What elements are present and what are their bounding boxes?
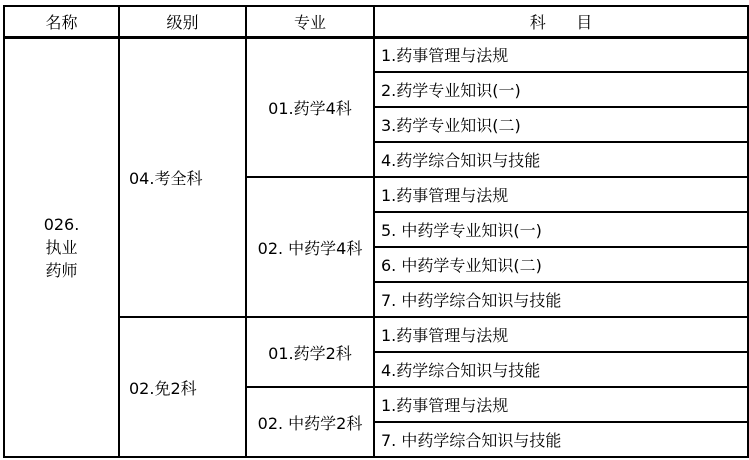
name-line-zhiye: 执业 bbox=[45, 237, 78, 257]
subject-cell: 4.药学综合知识与技能 bbox=[374, 142, 748, 177]
subject-cell: 1.药事管理与法规 bbox=[374, 177, 748, 212]
exam-subjects-table bbox=[3, 5, 749, 458]
level-cell-exempt-2: 02.免2科 bbox=[119, 317, 246, 457]
subject-cell: 1.药事管理与法规 bbox=[374, 317, 748, 352]
name-cell-pharmacist bbox=[4, 37, 119, 457]
subject-cell: 4.药学综合知识与技能 bbox=[374, 352, 748, 387]
col-header-major: 专业 bbox=[246, 6, 374, 37]
major-cell-pharmacy-2: 01.药学2科 bbox=[246, 317, 374, 387]
major-cell-pharmacy-4: 01.药学4科 bbox=[246, 37, 374, 177]
subject-cell: 5. 中药学专业知识(一) bbox=[374, 212, 748, 247]
subject-cell: 1.药事管理与法规 bbox=[374, 387, 748, 422]
col-header-subject: 科 目 bbox=[374, 6, 748, 37]
table-row bbox=[4, 37, 748, 72]
subject-cell: 6. 中药学专业知识(二) bbox=[374, 247, 748, 282]
major-cell-tcm-pharmacy-2: 02. 中药学2科 bbox=[246, 387, 374, 457]
name-line-code: 026. bbox=[43, 214, 80, 234]
major-cell-tcm-pharmacy-4: 02. 中药学4科 bbox=[246, 177, 374, 317]
subject-cell: 1.药事管理与法规 bbox=[374, 37, 748, 72]
col-header-name: 名称 bbox=[4, 6, 119, 37]
subject-cell: 7. 中药学综合知识与技能 bbox=[374, 282, 748, 317]
level-cell-full-exam: 04.考全科 bbox=[119, 37, 246, 317]
subject-cell: 7. 中药学综合知识与技能 bbox=[374, 422, 748, 457]
header-row bbox=[4, 6, 748, 37]
subject-cell: 2.药学专业知识(一) bbox=[374, 72, 748, 107]
subject-cell: 3.药学专业知识(二) bbox=[374, 107, 748, 142]
col-header-level: 级别 bbox=[119, 6, 246, 37]
name-line-yaoshi: 药师 bbox=[45, 260, 78, 280]
